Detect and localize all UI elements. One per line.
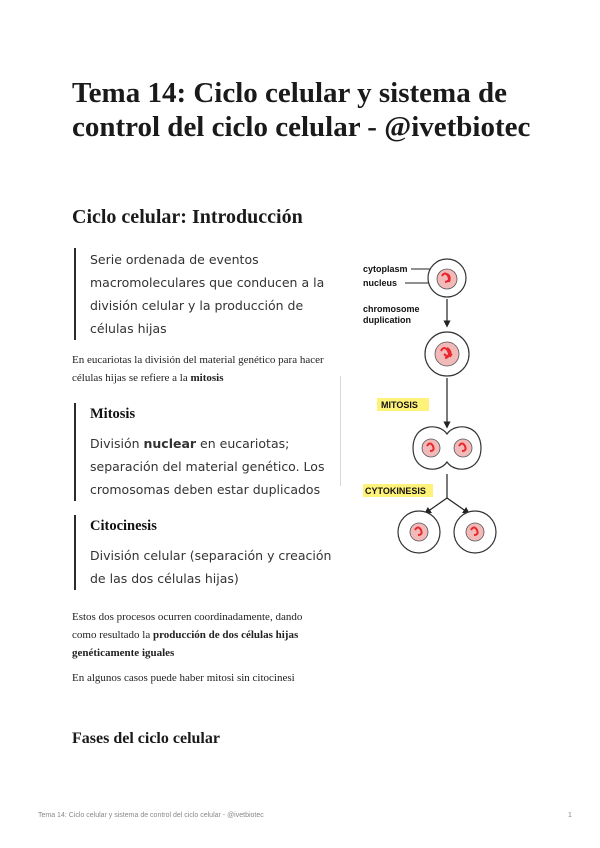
eucariotas-bold: mitosis xyxy=(190,372,224,384)
mitosi-sin-paragraph: En algunos casos puede haber mitosi sin citocinesi xyxy=(72,672,295,684)
page-title: Tema 14: Ciclo celular y sistema de control del ciclo celular - @ivetbiotec xyxy=(72,77,531,143)
mitosis-title: Mitosis xyxy=(90,406,136,422)
label-chromosome-2: duplication xyxy=(363,315,411,325)
mitosis-text xyxy=(90,432,335,501)
daughter-nucleus-left xyxy=(410,523,428,541)
definition-quote xyxy=(74,248,335,340)
eucariotas-paragraph xyxy=(72,351,332,387)
definition-text: Serie ordenada de eventos macromoleculares que conducen a la división celular y la producción de células hijas xyxy=(90,252,325,336)
nucleus-left xyxy=(422,439,440,457)
eucariotas-text: En eucariotas la división del material genético para hacer células hijas se refiere a la xyxy=(72,354,324,384)
citocinesis-text: División celular (separación y creación de las dos células hijas) xyxy=(90,548,332,586)
mitosis-text-post: en eucariotas; separación del material genético. Los cromosomas deben estar duplicados xyxy=(90,436,325,497)
mitosis-text-pre: División xyxy=(90,436,144,451)
arrow-right xyxy=(447,498,467,512)
footer-text: Tema 14: Ciclo celular y sistema de control del ciclo celular - @ivetbiotec xyxy=(38,812,264,819)
nucleus-top xyxy=(437,269,457,289)
arrow-left xyxy=(427,498,447,512)
fases-heading: Fases del ciclo celular xyxy=(72,730,220,747)
page-number: 1 xyxy=(568,812,572,819)
coordinados-bold: producción de dos células hijas genéticamente iguales xyxy=(72,629,299,659)
coordinados-paragraph xyxy=(72,608,307,662)
label-mitosis: MITOSIS xyxy=(381,400,418,410)
nucleus-right xyxy=(454,439,472,457)
label-cytokinesis: CYTOKINESIS xyxy=(365,486,426,496)
citocinesis-title: Citocinesis xyxy=(90,518,157,534)
cell-cycle-diagram xyxy=(355,248,530,558)
citocinesis-quote xyxy=(74,515,335,590)
mitosis-quote xyxy=(74,403,335,501)
label-cytoplasm: cytoplasm xyxy=(363,264,408,274)
label-nucleus: nucleus xyxy=(363,278,398,288)
nucleus-duplicated xyxy=(435,342,459,366)
coordinados-text: Estos dos procesos ocurren coordinadamente, dando como resultado la xyxy=(72,611,303,641)
vertical-divider xyxy=(340,376,341,486)
mitosis-text-bold: nuclear xyxy=(143,436,197,451)
label-chromosome-1: chromosome xyxy=(363,304,420,314)
section-heading: Ciclo celular: Introducción xyxy=(72,206,303,228)
daughter-nucleus-right xyxy=(466,523,484,541)
